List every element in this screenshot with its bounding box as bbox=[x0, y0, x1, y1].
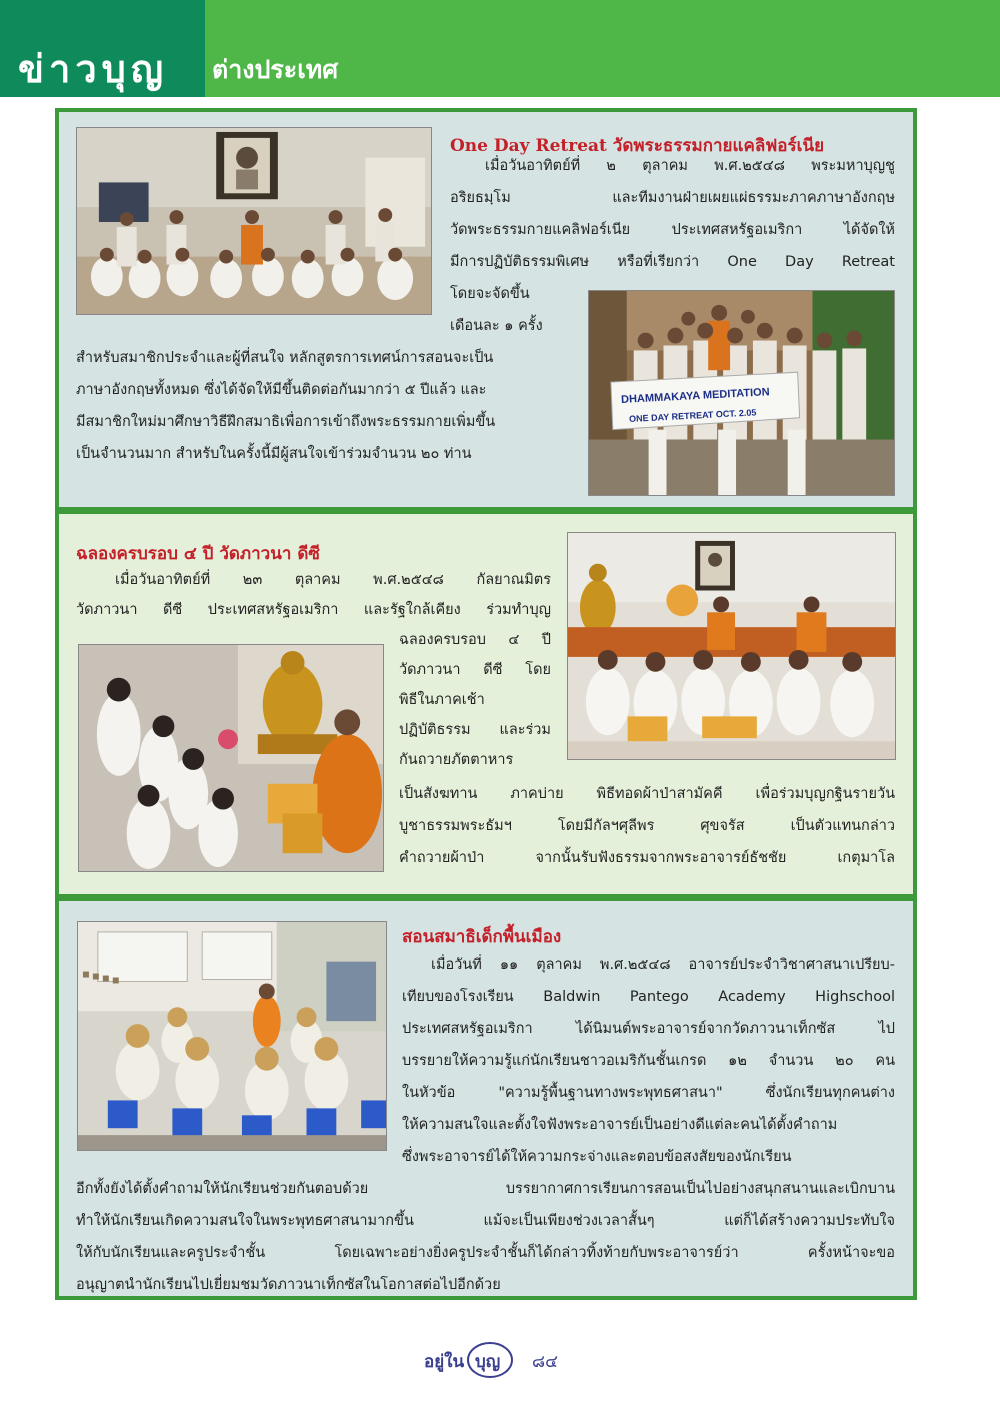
paragraph-line: มีสมาชิกใหม่มาศึกษาวิธีฝึกสมาธิเพื่อการเข้าถึงพระธรรมกายเพิ่มขึ้น bbox=[76, 414, 496, 430]
paragraph-line: บรรยายให้ความรู้แก่นักเรียนชาวอเมริกันชั้นเกรด ๑๒ จำนวน ๒๐ คน bbox=[402, 1053, 895, 1069]
paragraph-line: เทียบของโรงเรียน Baldwin Pantego Academy Highschool bbox=[402, 989, 895, 1005]
paragraph-line: บูชาธรรมพระธัมฯ โดยมีกัลฯศุลีพร ศุขจรัส เป็นตัวแทนกล่าว bbox=[399, 818, 895, 834]
svg-text:อยู่ใน: อยู่ใน bbox=[424, 1352, 465, 1372]
paragraph-line: ฉลองครบรอบ ๔ ปี bbox=[399, 632, 551, 648]
paragraph-line: ภาษาอังกฤษทั้งหมด ซึ่งได้จัดให้มีขึ้นติดต่อกันมากว่า ๕ ปีแล้ว และ bbox=[76, 382, 487, 398]
paragraph-line: ประเทศสหรัฐอเมริกา ได้นิมนต์พระอาจารย์จากวัดภาวนาเท็กซัส ไป bbox=[402, 1021, 895, 1037]
paragraph-line: กันถวายภัตตาหาร bbox=[399, 752, 514, 768]
photo-group-retreat bbox=[76, 127, 432, 315]
paragraph-line: วัดพระธรรมกายแคลิฟอร์เนีย ประเทศสหรัฐอเมริกา ได้จัดให้ bbox=[450, 222, 895, 238]
svg-text:บุญ: บุญ bbox=[475, 1352, 501, 1372]
paragraph-line: อนุญาตนำนักเรียนไปเยี่ยมชมวัดภาวนาเท็กซัสในโอกาสต่อไปอีกด้วย bbox=[76, 1277, 501, 1293]
photo-classroom bbox=[77, 921, 387, 1151]
page-header bbox=[0, 0, 1000, 97]
header-subtitle: ต่างประเทศ bbox=[212, 55, 339, 84]
banner-text-line1: DHAMMAKAYA MEDITATION bbox=[620, 386, 770, 406]
paragraph-line: เดือนละ ๑ ครั้ง bbox=[450, 318, 543, 334]
paragraph-line: ในหัวข้อ "ความรู้พื้นฐานทางพระพุทธศาสนา" ซึ่งนักเรียนทุกคนต่าง bbox=[402, 1085, 895, 1101]
paragraph-line: ปฏิบัติธรรม และร่วม bbox=[399, 722, 551, 738]
article-panel-anniversary bbox=[55, 510, 917, 898]
article-panel-one-day-retreat bbox=[55, 108, 917, 511]
paragraph-line: สำหรับสมาชิกประจำและผู้ที่สนใจ หลักสูตรการเทศน์การสอนจะเป็น bbox=[76, 350, 494, 366]
paragraph-line: ทำให้นักเรียนเกิดความสนใจในพระพุทธศาสนามากขึ้น แม้จะเป็นเพียงช่วงเวลาสั้นๆ แต่ก็ได้สร้างความประทับใจ bbox=[76, 1213, 895, 1229]
paragraph-line: โดยจะจัดขึ้น bbox=[450, 286, 530, 302]
paragraph-line: พิธีในภาคเช้า bbox=[399, 692, 485, 708]
banner-text-line2: ONE DAY RETREAT OCT. 2.05 bbox=[628, 407, 757, 424]
photo-retreat-banner bbox=[588, 290, 895, 496]
paragraph-line: ให้ความสนใจและตั้งใจฟังพระอาจารย์เป็นอย่างดีแต่ละคนได้ตั้งคำถาม bbox=[402, 1117, 838, 1133]
article-panel-meditation-class bbox=[55, 897, 917, 1300]
paragraph-line: ให้กับนักเรียนและครูประจำชั้น โดยเฉพาะอย่างยิ่งครูประจำชั้นก็ได้กล่าวทิ้งท้ายกับพระอาจารย์ว่า ครั้งหน้าจะขอ bbox=[76, 1245, 895, 1261]
paragraph-line: เมื่อวันอาทิตย์ที่ ๒๓ ตุลาคม พ.ศ.๒๕๔๘ กัลยาณมิตร bbox=[115, 572, 551, 588]
header-title: ข่าวบุญ bbox=[18, 46, 169, 91]
paragraph-line: ซึ่งพระอาจารย์ได้ให้ความกระจ่างและตอบข้อสงสัยของนักเรียน bbox=[402, 1149, 792, 1165]
headline-meditation-class: สอนสมาธิเด็กพื้นเมือง bbox=[402, 927, 562, 947]
headline-anniversary: ฉลองครบรอบ ๔ ปี วัดภาวนา ดีซี bbox=[76, 544, 320, 564]
paragraph-line: เป็นจำนวนมาก สำหรับในครั้งนี้มีผู้สนใจเข้าร่วมจำนวน ๒๐ ท่าน bbox=[76, 446, 472, 462]
photo-offering-monk bbox=[78, 644, 384, 872]
paragraph-line: วัดภาวนา ดีซี โดย bbox=[399, 662, 551, 678]
photo-ceremony-shrine bbox=[567, 532, 896, 760]
paragraph-line: วัดภาวนา ดีซี ประเทศสหรัฐอเมริกา และรัฐใกล้เคียง ร่วมทำบุญ bbox=[76, 602, 551, 618]
paragraph-line: เมื่อวันอาทิตย์ที่ ๒ ตุลาคม พ.ศ.๒๕๔๘ พระมหาบุญชู bbox=[485, 158, 895, 174]
page-number: ๘๔ bbox=[532, 1352, 558, 1372]
paragraph-line: อริยธมฺโม และทีมงานฝ่ายเผยแผ่ธรรมะภาคภาษาอังกฤษ bbox=[450, 190, 895, 206]
paragraph-line: มีการปฏิบัติธรรมพิเศษ หรือที่เรียกว่า One Day Retreat bbox=[450, 254, 895, 270]
headline-one-day-retreat: One Day Retreat วัดพระธรรมกายแคลิฟอร์เนีย bbox=[450, 136, 825, 156]
magazine-logo bbox=[420, 1340, 525, 1380]
page-footer bbox=[420, 1340, 590, 1380]
paragraph-line: คำถวายผ้าป่า จากนั้นรับฟังธรรมจากพระอาจารย์ธัชชัย เกตุมาโล bbox=[399, 850, 895, 866]
paragraph-line: เมื่อวันที่ ๑๑ ตุลาคม พ.ศ.๒๕๔๘ อาจารย์ประจำวิชาศาสนาเปรียบ- bbox=[431, 957, 895, 973]
paragraph-line: อีกทั้งยังได้ตั้งคำถามให้นักเรียนช่วยกันตอบด้วย บรรยากาศการเรียนการสอนเป็นไปอย่างสนุกสนานและเบิกบาน bbox=[76, 1181, 895, 1197]
paragraph-line: เป็นสังฆทาน ภาคบ่าย พิธีทอดผ้าป่าสามัคคี เพื่อร่วมบุญกฐินรายวัน bbox=[399, 786, 895, 802]
